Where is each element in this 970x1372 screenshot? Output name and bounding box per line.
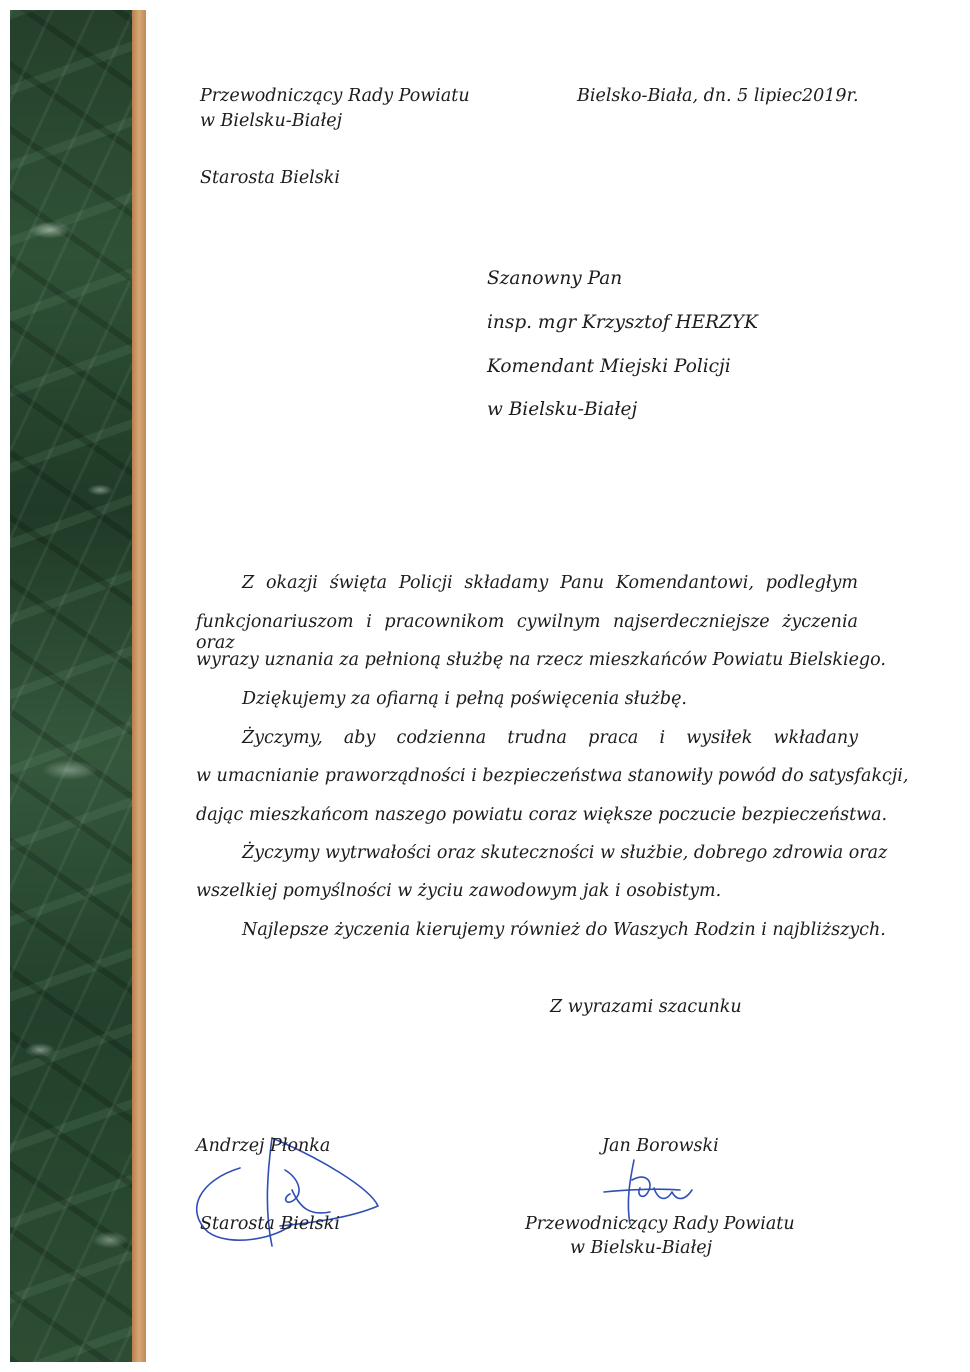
closing-phrase: Z wyrazami szacunku <box>550 997 742 1017</box>
body-p1-line3: wyrazy uznania za pełnioną służbę na rzecz mieszkańców Powiatu Bielskiego. <box>196 650 886 670</box>
sender-title-line2: w Bielsku-Białej <box>200 111 343 131</box>
body-p3-line2: w umacnianie praworządności i bezpieczeństwa stanowiły powód do satysfakcji, <box>196 766 909 786</box>
body-p4-line1: Życzymy wytrwałości oraz skuteczności w służbie, dobrego zdrowia oraz <box>242 843 888 863</box>
body-p1-line2: funkcjonariuszom i pracownikom cywilnym najserdeczniejsze życzenia oraz <box>196 612 858 653</box>
right-signatory-name: Jan Borowski <box>602 1136 719 1156</box>
body-p2: Dziękujemy za ofiarną i pełną poświęcenia służbę. <box>242 689 687 709</box>
right-signatory-title-line2: w Bielsku-Białej <box>570 1238 713 1258</box>
body-p5: Najlepsze życzenia kierujemy również do Waszych Rodzin i najbliższych. <box>242 920 886 940</box>
right-signatory-title-line1: Przewodniczący Rady Powiatu <box>525 1214 795 1234</box>
body-p1-line1: Z okazji święta Policji składamy Panu Komendantowi, podległym <box>242 573 858 593</box>
marble-border-strip <box>10 10 132 1362</box>
recipient-name: insp. mgr Krzysztof HERZYK <box>487 312 758 333</box>
sender-second-title: Starosta Bielski <box>200 168 340 188</box>
body-p4-line2: wszelkiej pomyślności w życiu zawodowym jak i osobistym. <box>196 881 722 901</box>
recipient-location: w Bielsku-Białej <box>487 399 638 420</box>
left-signatory-name: Andrzej Płonka <box>196 1136 331 1156</box>
copper-border-stripe <box>132 10 146 1362</box>
body-p3-line1: Życzymy, aby codzienna trudna praca i wysiłek wkładany <box>242 728 858 748</box>
sender-title-line1: Przewodniczący Rady Powiatu <box>200 86 470 106</box>
left-signatory-title: Starosta Bielski <box>200 1214 340 1234</box>
recipient-salutation: Szanowny Pan <box>487 268 623 289</box>
recipient-title: Komendant Miejski Policji <box>487 356 731 377</box>
place-and-date: Bielsko-Biała, dn. 5 lipiec2019r. <box>577 86 859 106</box>
body-p3-line3: dając mieszkańcom naszego powiatu coraz większe poczucie bezpieczeństwa. <box>196 805 888 825</box>
